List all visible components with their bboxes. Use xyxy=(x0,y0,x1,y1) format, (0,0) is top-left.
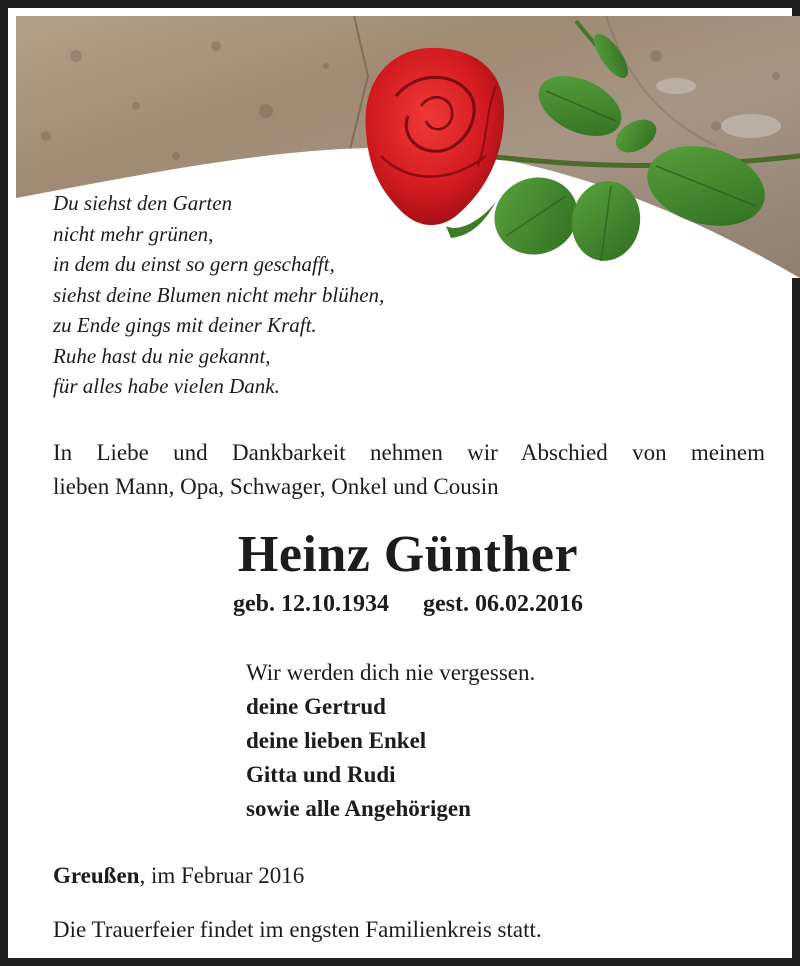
funeral-note: Die Trauerfeier findet im engsten Familienkreis statt. xyxy=(53,917,542,942)
mourner-name: deine Gertrud xyxy=(246,694,386,719)
mourner-name: Gitta und Rudi xyxy=(246,762,396,787)
deceased-name: Heinz Günther xyxy=(237,526,579,583)
birth-date: geb. 12.10.1934 xyxy=(233,591,389,617)
death-date: gest. 06.02.2016 xyxy=(423,591,583,617)
poem xyxy=(53,188,384,402)
poem-line: in dem du einst so gern geschafft, xyxy=(53,252,335,276)
place-and-date xyxy=(53,859,304,893)
intro-line-2: lieben Mann, Opa, Schwager, Onkel und Cousin xyxy=(53,474,499,499)
intro-line-1: In Liebe und Dankbarkeit nehmen wir Abschied von meinem xyxy=(53,440,765,465)
mourners-intro: Wir werden dich nie vergessen. xyxy=(246,660,536,685)
mourner-name: sowie alle Angehörigen xyxy=(246,796,471,821)
poem-line: Ruhe hast du nie gekannt, xyxy=(53,343,271,368)
life-dates xyxy=(8,588,800,620)
place-city: Greußen xyxy=(53,863,140,888)
farewell-intro xyxy=(53,436,765,504)
place-date: , im Februar 2016 xyxy=(139,863,305,888)
poem-line: nicht mehr grünen, xyxy=(53,221,214,246)
poem-line: siehst deine Blumen nicht mehr blühen, xyxy=(53,282,385,307)
mourner-name: deine lieben Enkel xyxy=(246,728,427,753)
mourners xyxy=(246,656,535,826)
poem-line: zu Ende gings mit deiner Kraft. xyxy=(53,313,317,337)
poem-line: Du siehst den Garten xyxy=(53,191,233,215)
poem-line: für alles habe vielen Dank. xyxy=(53,374,280,398)
